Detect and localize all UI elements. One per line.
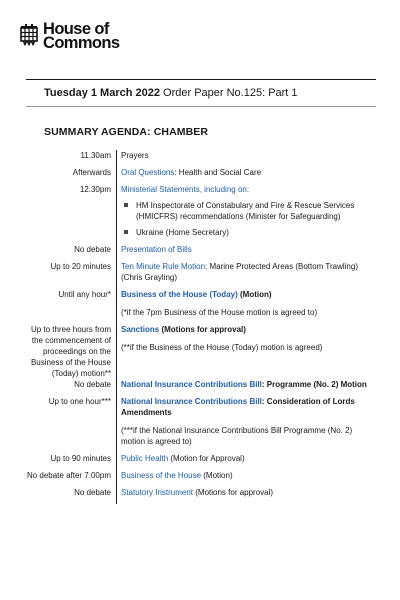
agenda-item-line [121, 244, 376, 255]
agenda-item-line [121, 453, 376, 464]
agenda-item [116, 324, 376, 379]
agenda-time: Up to three hours from the commencement of proceedings on the Business of the House (Today) motion** [30, 325, 111, 378]
agenda-row [26, 244, 376, 261]
agenda-item-text: : Health and Social Care [174, 168, 262, 177]
agenda-row [26, 453, 376, 470]
agenda-item-line [121, 167, 376, 178]
agenda-item [116, 379, 376, 396]
agenda-item-link[interactable]: Business of the House [121, 471, 202, 480]
agenda-bullet-text: Ukraine (Home Secretary) [136, 228, 229, 237]
agenda-time: 11.30am [80, 151, 111, 160]
summary-agenda-title: SUMMARY AGENDA: CHAMBER [44, 126, 209, 138]
agenda-item-bold-text: (Motions for approval) [159, 325, 246, 334]
agenda-time: Up to 90 minutes [50, 454, 111, 463]
agenda-time: Up to 20 minutes [50, 262, 111, 271]
portcullis-icon [18, 22, 40, 48]
agenda-row [26, 324, 376, 379]
agenda-item-line [121, 261, 376, 283]
bottom-divider [26, 106, 376, 107]
logo-line2: Commons [43, 34, 120, 52]
agenda-item-line [121, 150, 376, 161]
agenda-item [116, 167, 376, 184]
agenda-row [26, 487, 376, 504]
agenda-item-link[interactable]: Business of the House (Today) [121, 290, 238, 299]
agenda-row [26, 184, 376, 244]
agenda-item-link[interactable]: Statutory Instrument [121, 488, 194, 497]
agenda-note: (*if the 7pm Business of the House motion is agreed to) [121, 308, 318, 317]
house-of-commons-logo [18, 22, 119, 50]
agenda-note: (**if the Business of the House (Today) motion is agreed) [121, 343, 323, 352]
agenda-row [26, 261, 376, 289]
square-bullet-icon [124, 203, 128, 207]
agenda-item [116, 470, 376, 487]
agenda-item [116, 244, 376, 261]
agenda-row [26, 150, 376, 167]
agenda-row [26, 396, 376, 453]
heading-paper: Order Paper No.125: Part 1 [159, 87, 298, 99]
agenda-time: 12.30pm [79, 185, 111, 194]
agenda-item [116, 261, 376, 289]
agenda-item-link[interactable]: Sanctions [121, 325, 160, 334]
agenda-item [116, 184, 376, 244]
agenda-item-link[interactable]: National Insurance Contributions Bill [121, 380, 262, 389]
heading-date: Tuesday 1 March 2022 [44, 87, 160, 99]
agenda-item-line [121, 289, 376, 300]
agenda-time: Afterwards [72, 168, 111, 177]
agenda-item [116, 487, 376, 504]
agenda-item-line [121, 487, 376, 498]
agenda-table [26, 150, 376, 504]
agenda-bullet-item [121, 227, 376, 238]
agenda-note: (***if the National Insurance Contributions Bill Programme (No. 2) motion is agreed to) [121, 426, 353, 446]
agenda-time: No debate [74, 488, 111, 497]
agenda-item-text: (Motion) [201, 471, 233, 480]
agenda-row [26, 289, 376, 324]
agenda-time: Until any hour* [58, 290, 111, 299]
agenda-item [116, 150, 376, 167]
agenda-item-link[interactable]: Oral Questions [121, 168, 175, 177]
agenda-item-line [121, 396, 376, 418]
agenda-item [116, 396, 376, 453]
agenda-time: No debate [74, 245, 111, 254]
agenda-item-text: : Marine Protected Areas (Bottom Trawling) (Chris Grayling) [121, 262, 358, 282]
agenda-time: No debate after 7.00pm [26, 471, 111, 480]
square-bullet-icon [124, 230, 128, 234]
agenda-bullet-item [121, 200, 376, 222]
agenda-item-line [121, 324, 376, 335]
top-divider [26, 79, 376, 80]
agenda-item-line [121, 184, 376, 195]
agenda-item-text: (Motion for Approval) [168, 454, 245, 463]
agenda-item-line [121, 379, 376, 390]
agenda-item-text: (Motions for approval) [193, 488, 274, 497]
agenda-item-link[interactable]: Presentation of Bills [121, 245, 192, 254]
agenda-item [116, 453, 376, 470]
agenda-item-line [121, 470, 376, 481]
agenda-item-link[interactable]: National Insurance Contributions Bill [121, 397, 262, 406]
agenda-time: No debate [74, 380, 111, 389]
agenda-row [26, 167, 376, 184]
agenda-time: Up to one hour*** [48, 397, 111, 406]
agenda-row [26, 379, 376, 396]
agenda-row [26, 470, 376, 487]
order-paper-heading [44, 87, 298, 99]
agenda-item-bold-text: (Motion) [237, 290, 272, 299]
agenda-item-link[interactable]: Public Health [121, 454, 169, 463]
agenda-item-link[interactable]: Ministerial Statements, including on: [121, 185, 250, 194]
agenda-item [116, 289, 376, 324]
agenda-item-text: Prayers [121, 151, 149, 160]
agenda-item-bold-text: : Programme (No. 2) Motion [261, 380, 367, 389]
agenda-item-link[interactable]: Ten Minute Rule Motion [121, 262, 206, 271]
logo-line1: House of [43, 20, 109, 38]
agenda-bullet-text: HM Inspectorate of Constabulary and Fire & Rescue Services (HMICFRS) recommendations (Minister for Safeguarding) [136, 201, 355, 221]
agenda-item-bold-text: : Consideration of Lords Amendments [121, 397, 355, 417]
